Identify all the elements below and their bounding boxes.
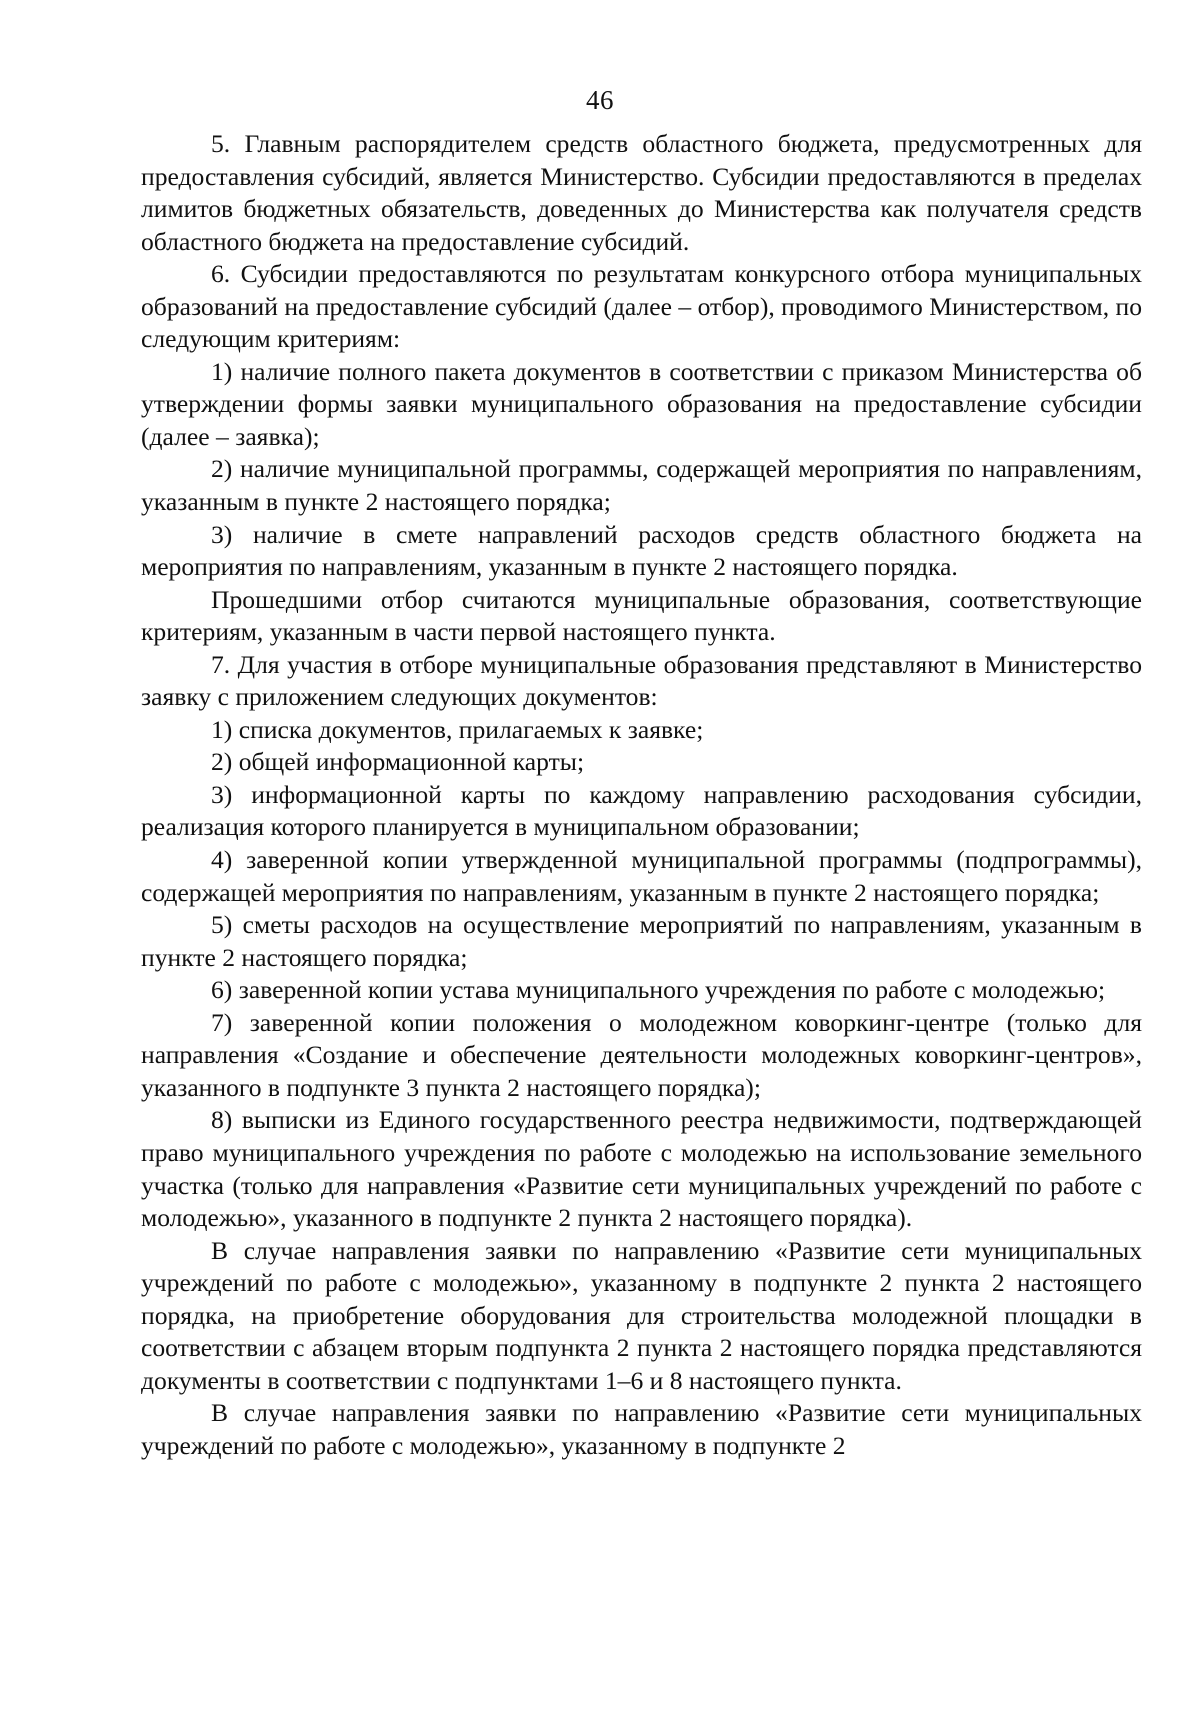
document-item-6: 6) заверенной копии устава муниципального учреждения по работе с молодежью;	[211, 975, 1106, 1005]
criterion-2-municipal-program: 2) наличие муниципальной программы, содержащей мероприятия по направлениям, указанным в пункте 2 настоящего порядка;	[141, 454, 1142, 517]
special-case-paragraph-2: В случае направления заявки по направлению «Развитие сети муниципальных учреждений по работе с молодежью», указанному в подпункте 2	[141, 1398, 1142, 1460]
document-item-4: 4) заверенной копии утвержденной муниципальной программы (подпрограммы), содержащей мероприятия по направлениям, указанным в пункте 2 настоящего порядка;	[141, 845, 1142, 907]
document-item-1: 1) списка документов, прилагаемых к заявке;	[211, 714, 704, 744]
selection-result-paragraph: Прошедшими отбор считаются муниципальные образования, соответствующие критериям, указанным в части первой настоящего пункта.	[141, 584, 1142, 647]
document-item-2: 2) общей информационной карты;	[211, 747, 585, 777]
criterion-1-documents-package: 1) наличие полного пакета документов в соответствии с приказом Министерства об утверждении формы заявки муниципального образования на предоставление субсидии (далее – заявка);	[141, 356, 1142, 451]
document-item-8: 8) выписки из Единого государственного реестра недвижимости, подтверждающей право муниципального учреждения по работе с молодежью на использование земельного участка (только для направления «Развитие сети муниципальных учреждений по работе с молодежью», указанного в подпункте 2 пункта 2 настоящего порядка).	[141, 1105, 1142, 1233]
paragraph-6-selection-criteria: 6. Субсидии предоставляются по результатам конкурсного отбора муниципальных образований на предоставление субсидий (далее – отбор), проводимого Министерством, по следующим критериям:	[141, 259, 1142, 354]
document-item-3: 3) информационной карты по каждому направлению расходования субсидии, реализация которого планируется в муниципальном образовании;	[141, 779, 1142, 842]
criterion-3-expense-estimate: 3) наличие в смете направлений расходов средств областного бюджета на мероприятия по направлениям, указанным в пункте 2 настоящего порядка.	[141, 519, 1142, 582]
document-item-5: 5) сметы расходов на осуществление мероприятий по направлениям, указанным в пункте 2 настоящего порядка;	[141, 910, 1142, 972]
special-case-paragraph-1: В случае направления заявки по направлению «Развитие сети муниципальных учреждений по работе с молодежью», указанному в подпункте 2 пункта 2 настоящего порядка, на приобретение оборудования для строительства молодежной площадки в соответствии с абзацем вторым подпункта 2 пункта 2 настоящего порядка представляются документы в соответствии с подпунктами 1–6 и 8 настоящего пункта.	[141, 1235, 1142, 1395]
document-item-7: 7) заверенной копии положения о молодежном коворкинг-центре (только для направления «Создание и обеспечение деятельности молодежных коворкинг-центров», указанного в подпункте 3 пункта 2 настоящего порядка);	[141, 1007, 1142, 1102]
paragraph-7-application-documents: 7. Для участия в отборе муниципальные образования представляют в Министерство заявку с приложением следующих документов:	[141, 649, 1142, 712]
paragraph-5-chief-administrator: 5. Главным распорядителем средств областного бюджета, предусмотренных для предоставления субсидий, является Министерство. Субсидии предоставляются в пределах лимитов бюджетных обязательств, доведенных до Министерства как получателя средств областного бюджета на предоставление субсидий.	[141, 129, 1142, 256]
page-number: 46	[586, 85, 614, 115]
document-body	[141, 128, 1142, 1462]
